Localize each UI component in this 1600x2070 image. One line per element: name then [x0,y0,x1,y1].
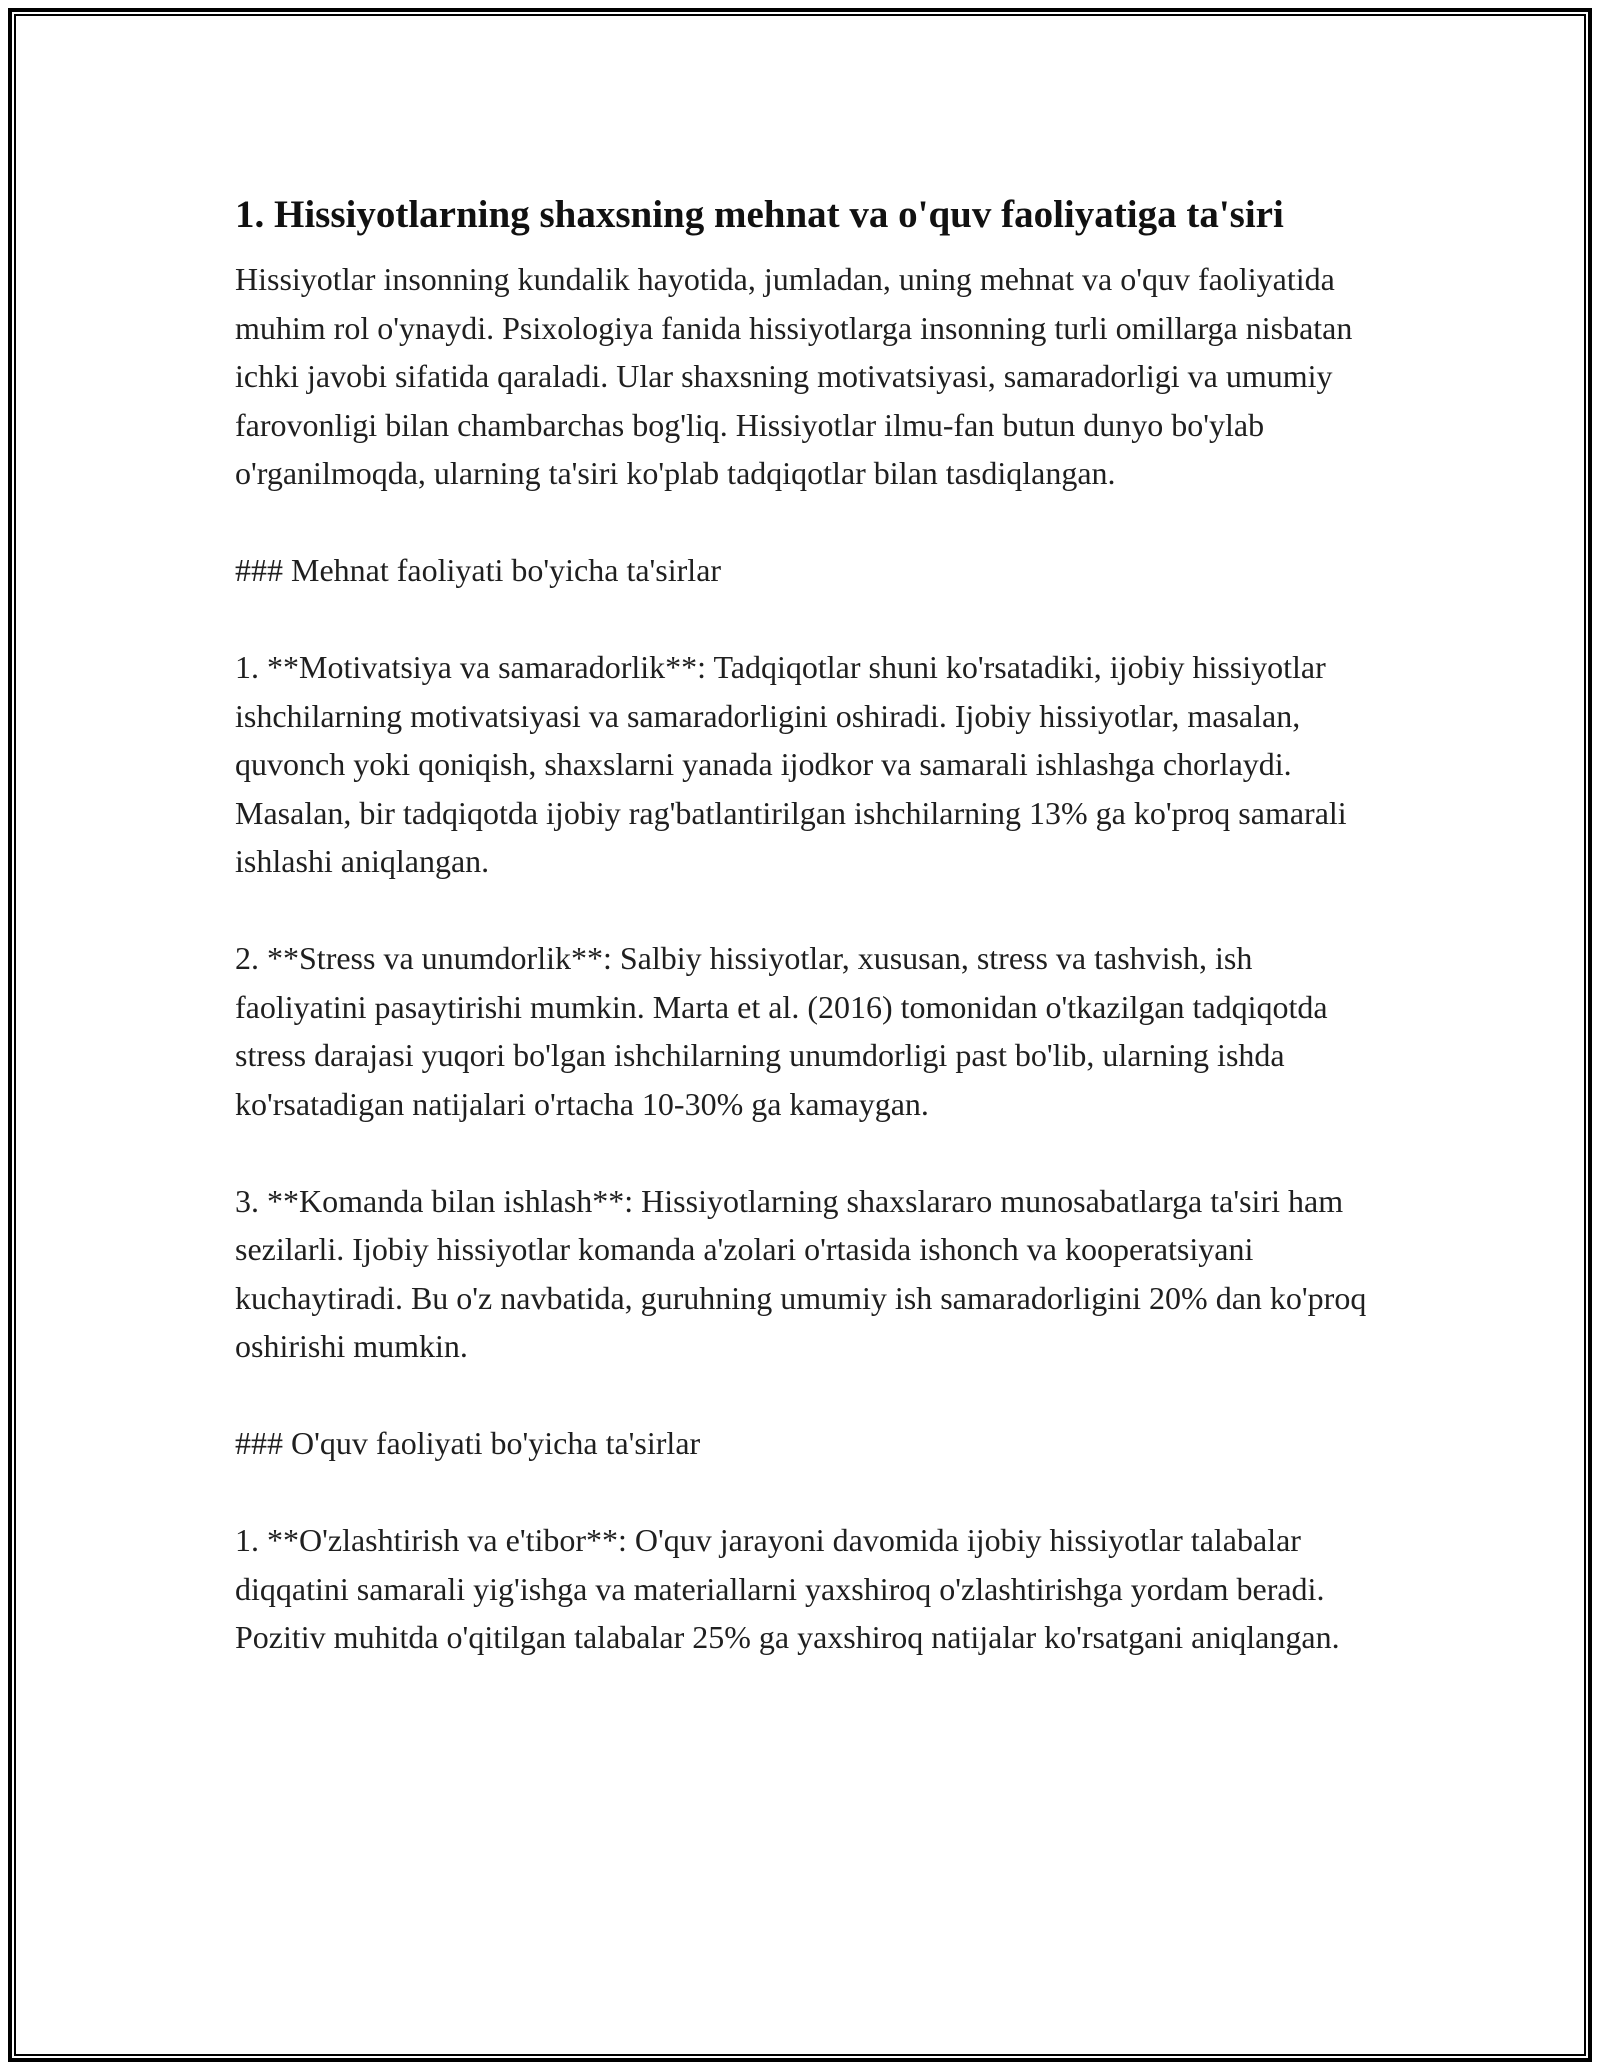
document-body [235,187,1375,1662]
document-title: 1. Hissiyotlarning shaxsning mehnat va o'quv faoliyatiga ta'siri [235,193,1284,236]
list-item-motivation: 1. **Motivatsiya va samaradorlik**: Tadqiqotlar shuni ko'rsatadiki, ijobiy hissiyotlar ishchilarning motivatsiyasi va samaradorligini oshiradi. Ijobiy hissiyotlar, masalan, quvonch yoki qoniqish, shaxslarni yanada ijodkor va samarali ishlashga chorlaydi. Masalan, bir tadqiqotda ijobiy rag'batlantirilgan ishchilarning 13% ga ko'proq samarali ishlashi aniqlangan. [235,649,1347,879]
list-item-stress: 2. **Stress va unumdorlik**: Salbiy hissiyotlar, xususan, stress va tashvish, ish faoliyatini pasaytirishi mumkin. Marta et al. (2016) tomonidan o'tkazilgan tadqiqotda stress darajasi yuqori bo'lgan ishchilarning unumdorligi past bo'lib, ularning ishda ko'rsatadigan natijalari o'rtacha 10-30% ga kamaygan. [235,940,1328,1122]
section-heading-study: ### O'quv faoliyati bo'yicha ta'sirlar [235,1425,701,1461]
list-item-attention: 1. **O'zlashtirish va e'tibor**: O'quv jarayoni davomida ijobiy hissiyotlar talabalar diqqatini samarali yig'ishga va materiallarni yaxshiroq o'zlashtirishga yordam beradi. Pozitiv muhitda o'qitilgan talabalar 25% ga yaxshiroq natijalar ko'rsatgani aniqlangan. [235,1522,1340,1655]
list-item-teamwork: 3. **Komanda bilan ishlash**: Hissiyotlarning shaxslararo munosabatlarga ta'siri ham sezilarli. Ijobiy hissiyotlar komanda a'zolari o'rtasida ishonch va kooperatsiyani kuchaytiradi. Bu o'z navbatida, guruhning umumiy ish samaradorligini 20% dan ko'proq oshirishi mumkin. [235,1182,1367,1364]
section-heading-work: ### Mehnat faoliyati bo'yicha ta'sirlar [235,552,722,588]
intro-paragraph: Hissiyotlar insonning kundalik hayotida, jumladan, uning mehnat va o'quv faoliyatida muhim rol o'ynaydi. Psixologiya fanida hissiyotlarga insonning turli omillarga nisbatan ichki javobi sifatida qaraladi. Ular shaxsning motivatsiyasi, samaradorligi va umumiy farovonligi bilan chambarchas bog'liq. Hissiyotlar ilmu-fan butun dunyo bo'ylab o'rganilmoqda, ularning ta'siri ko'plab tadqiqotlar bilan tasdiqlangan. [235,261,1353,491]
